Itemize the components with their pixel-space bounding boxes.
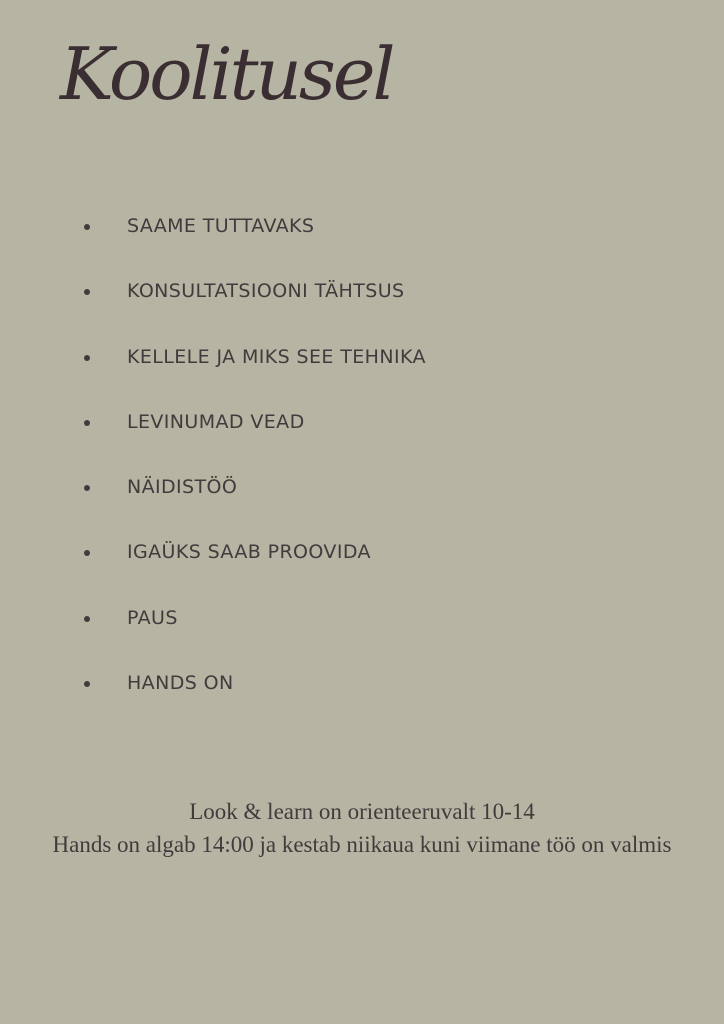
bullet-icon [84, 681, 90, 687]
bullet-icon [84, 355, 90, 361]
bullet-icon [84, 616, 90, 622]
list-item-label: IGAÜKS SAAB PROOVIDA [127, 541, 371, 564]
list-item-label: NÄIDISTÖÖ [127, 476, 238, 499]
schedule-note-line-2: Hands on algab 14:00 ja kestab niikaua kuni viimane töö on valmis [52, 832, 672, 857]
schedule-note-line-1: Look & learn on orienteeruvalt 10-14 [189, 799, 535, 824]
schedule-note [0, 795, 724, 861]
list-item-label: LEVINUMAD VEAD [127, 410, 305, 433]
list-item-label: HANDS ON [127, 672, 234, 695]
bullet-icon [84, 485, 90, 491]
bullet-icon [84, 550, 90, 556]
bullet-icon [84, 224, 90, 230]
bullet-icon [84, 420, 90, 426]
list-item-label: KELLELE JA MIKS SEE TEHNIKA [127, 345, 426, 368]
list-item-label: PAUS [127, 606, 178, 629]
list-item-label: SAAME TUTTAVAKS [127, 215, 315, 237]
list-item-label: KONSULTATSIOONI TÄHTSUS [127, 280, 405, 303]
page-title: Koolitusel [60, 32, 393, 116]
bullet-icon [84, 289, 90, 295]
